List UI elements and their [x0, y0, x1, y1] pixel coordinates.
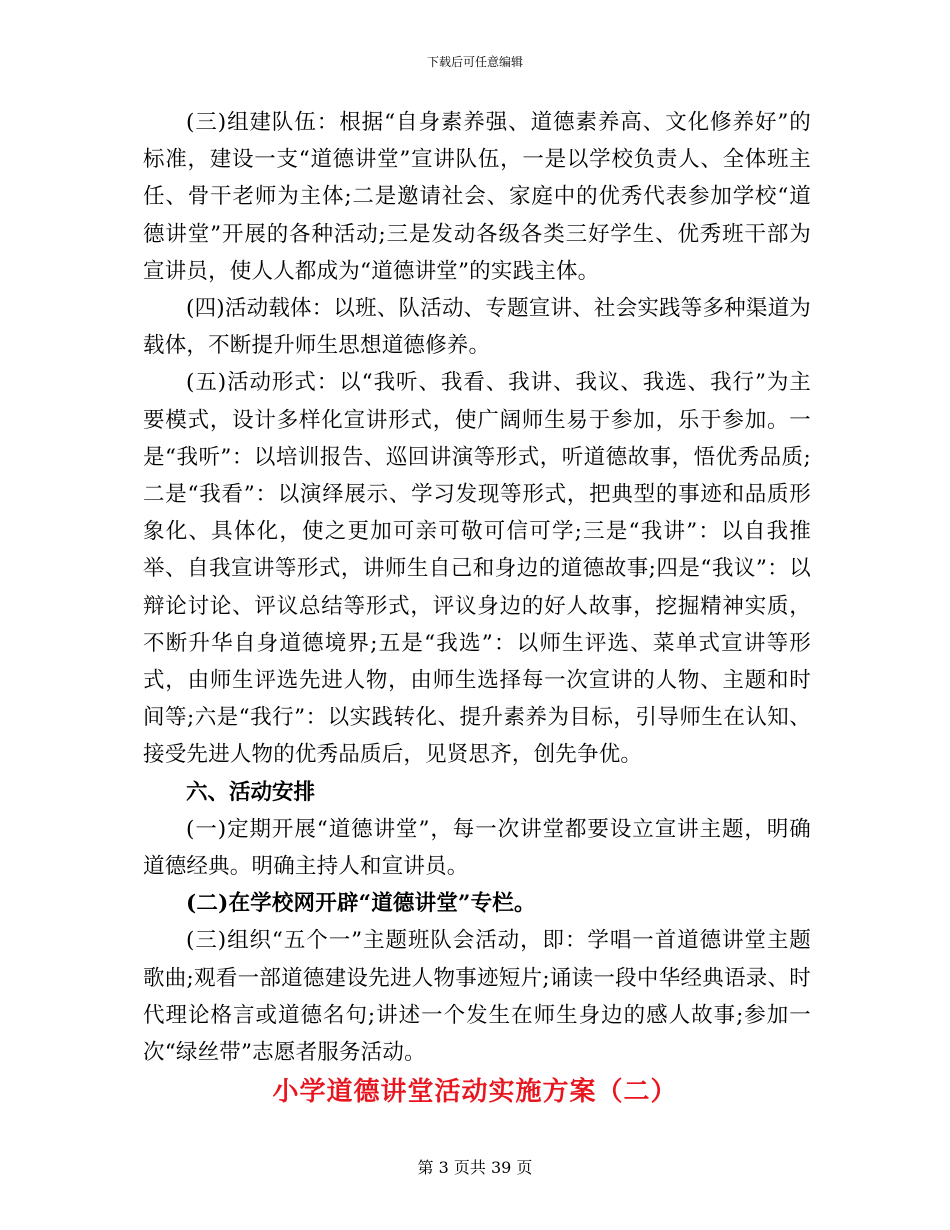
page-header: 下载后可任意编辑 [426, 55, 523, 69]
document-body [143, 104, 811, 1071]
paragraph-activity-form: (五)活动形式：以“我听、我看、我讲、我议、我选、我行”为主要模式，设计多样化宣讲形式，使广阔师生易于参加，乐于参加。一是“我听”：以培训报告、巡回讲演等形式，听道德故事，悟优秀品质;二是“我看”：以演绎展示、学习发现等形式，把典型的事迹和品质形象化、具体化，使之更加可亲可敬可信可学;三是“我讲”：以自我推举、自我宣讲等形式，讲师生自己和身边的道德故事;四是“我议”：以辩论讨论、评议总结等形式，评议身边的好人故事，挖掘精神实质，不断升华自身道德境界;五是“我选”：以师生评选、菜单式宣讲等形式，由师生评选先进人物，由师生选择每一次宣讲的人物、主题和时间等;六是“我行”：以实践转化、提升素养为目标，引导师生在认知、接受先进人物的优秀品质后，见贤思齐，创先争优。 [143, 370, 811, 768]
paragraph-regular-lectures: (一)定期开展“道德讲堂”，每一次讲堂都要设立宣讲主题，明确道德经典。明确主持人和宣讲员。 [143, 816, 811, 880]
paragraph-activity-carrier: (四)活动载体：以班、队活动、专题宣讲、社会实践等多种渠道为载体，不断提升师生思想道德修养。 [143, 296, 811, 359]
next-document-title: 小学道德讲堂活动实施方案（二） [272, 1077, 678, 1107]
paragraph-website-column: (二)在学校网开辟“道德讲堂”专栏。 [186, 891, 536, 917]
paragraph-five-ones: (三)组织“五个一”主题班队会活动，即：学唱一首道德讲堂主题歌曲;观看一部道德建设先进人物事迹短片;诵读一段中华经典语录、时代理论格言或道德名句;讲述一个发生在师生身边的感人故事;参加一次“绿丝带”志愿者服务活动。 [143, 928, 811, 1066]
page-number-footer: 第 3 页共 39 页 [417, 1158, 533, 1177]
section-heading-activity-arrangement: 六、活动安排 [186, 779, 316, 805]
paragraph-team-building: (三)组建队伍：根据“自身素养强、道德素养高、文化修养好”的标准，建设一支“道德讲堂”宣讲队伍，一是以学校负责人、全体班主任、骨干老师为主体;二是邀请社会、家庭中的优秀代表参加学校“道德讲堂”开展的各种活动;三是发动各级各类三好学生、优秀班干部为宣讲员，使人人都成为“道德讲堂”的实践主体。 [143, 110, 811, 284]
